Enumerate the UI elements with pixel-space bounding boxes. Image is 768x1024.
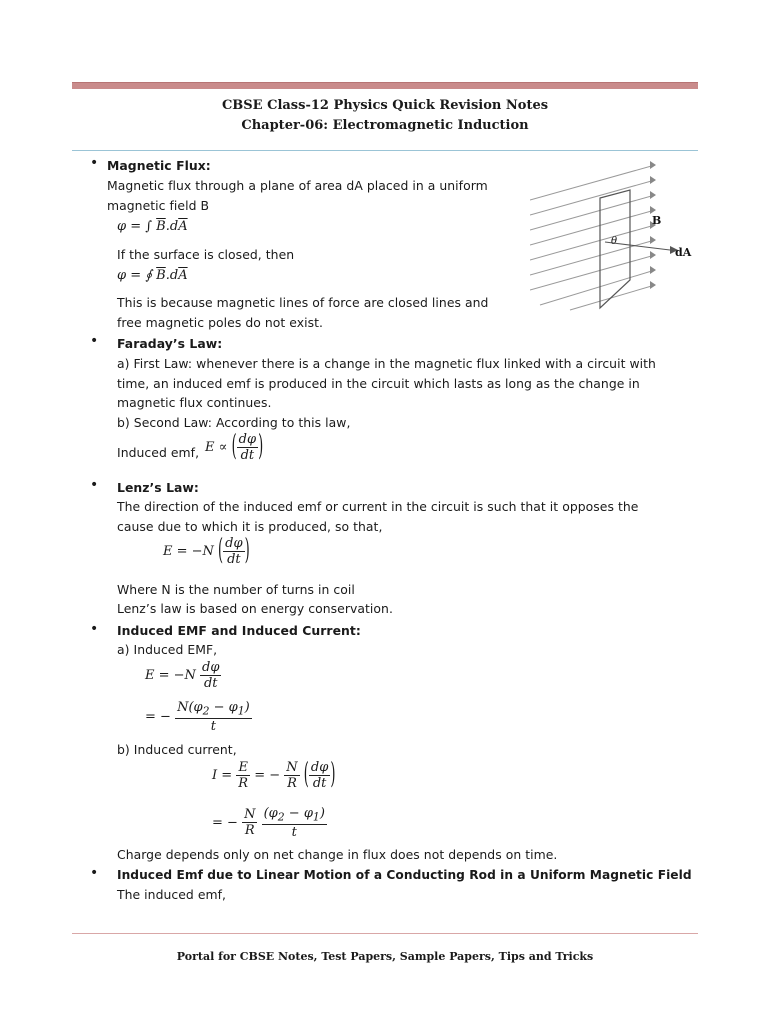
header-separator bbox=[72, 150, 698, 151]
section-title-rod: Induced Emf due to Linear Motion of a Conducting Rod in a Uniform Magnetic Field bbox=[117, 868, 692, 882]
flux-note-1: This is because magnetic lines of force are closed lines and bbox=[117, 295, 489, 310]
flux-equation: φ = ∫ $\overline{B}.d\overline{A}$ bbox=[117, 219, 188, 234]
faraday-text-2: time, an induced emf is produced in the circuit which lasts as long as the change in bbox=[117, 376, 640, 391]
header-rule bbox=[72, 82, 698, 89]
induced-emf-eq1: E = −N $\frac{d\varphi}{dt}$ bbox=[145, 660, 220, 691]
flux-text-1: Magnetic flux through a plane of area dA placed in a uniform bbox=[107, 178, 488, 193]
header-chapter: Chapter-06: Electromagnetic Induction bbox=[241, 118, 529, 133]
lenz-text-1: The direction of the induced emf or current in the circuit is such that it opposes the bbox=[117, 499, 639, 514]
faraday-text-1: a) First Law: whenever there is a change in the magnetic flux linked with a circuit with bbox=[117, 356, 656, 371]
faraday-equation: E ∝ ( $\frac{d\varphi}{dt}$ ) bbox=[205, 431, 264, 464]
section-title-induced: Induced EMF and Induced Current: bbox=[117, 623, 361, 638]
label-da: dA bbox=[675, 246, 692, 259]
footer-text: Portal for CBSE Notes, Test Papers, Sample Papers, Tips and Tricks bbox=[176, 950, 594, 963]
section-title-faraday: Faraday’s Law: bbox=[117, 336, 223, 351]
rod-text-1: The induced emf, bbox=[117, 887, 227, 902]
flux-closed-equation: φ = ∮ $\overline{B}.d\overline{A}$ bbox=[117, 268, 188, 283]
induced-emf-eq2: = − $\frac{N(\varphi_2 - \varphi_1)}{t}$ bbox=[145, 700, 250, 734]
flux-note-2: free magnetic poles do not exist. bbox=[117, 315, 324, 330]
faraday-text-4: b) Second Law: According to this law, bbox=[117, 415, 351, 430]
label-theta: θ bbox=[611, 236, 618, 247]
bullet: • bbox=[90, 155, 99, 171]
section-title-flux: Magnetic Flux: bbox=[107, 158, 211, 173]
induced-emf-label: a) Induced EMF, bbox=[117, 642, 218, 657]
faraday-text-5: Induced emf, bbox=[117, 445, 200, 460]
footer-rule bbox=[72, 933, 698, 934]
faraday-text-3: magnetic flux continues. bbox=[117, 395, 272, 410]
bullet: • bbox=[90, 621, 99, 637]
lenz-text-3: Where N is the number of turns in coil bbox=[117, 582, 355, 597]
section-title-lenz: Lenz’s Law: bbox=[117, 480, 199, 495]
induced-current-label: b) Induced current, bbox=[117, 742, 237, 757]
flux-diagram bbox=[530, 160, 710, 320]
flux-closed-text: If the surface is closed, then bbox=[117, 247, 295, 262]
header-title: CBSE Class-12 Physics Quick Revision Notes bbox=[221, 98, 549, 113]
bullet: • bbox=[90, 477, 99, 493]
induced-note: Charge depends only on net change in flux does not depends on time. bbox=[117, 847, 558, 862]
lenz-text-4: Lenz’s law is based on energy conservation. bbox=[117, 601, 393, 616]
induced-current-eq1: I = $\frac{E}{R}$ = − $\frac{N}{R}$ ( $\frac{d\varphi}{dt}$ ) bbox=[212, 759, 336, 792]
lenz-equation: E = −N ( $\frac{d\varphi}{dt}$ ) bbox=[163, 535, 250, 568]
lenz-text-2: cause due to which it is produced, so that, bbox=[117, 519, 383, 534]
bullet: • bbox=[90, 333, 99, 349]
induced-current-eq2: = − $\frac{N}{R}$ $\frac{(\varphi_2 - \varphi_1)}{t}$ bbox=[212, 806, 325, 840]
surface-plane bbox=[600, 190, 630, 308]
page-header bbox=[72, 96, 698, 136]
bullet: • bbox=[90, 865, 99, 881]
flux-text-2: magnetic field B bbox=[107, 198, 210, 213]
label-b: B bbox=[652, 214, 662, 227]
